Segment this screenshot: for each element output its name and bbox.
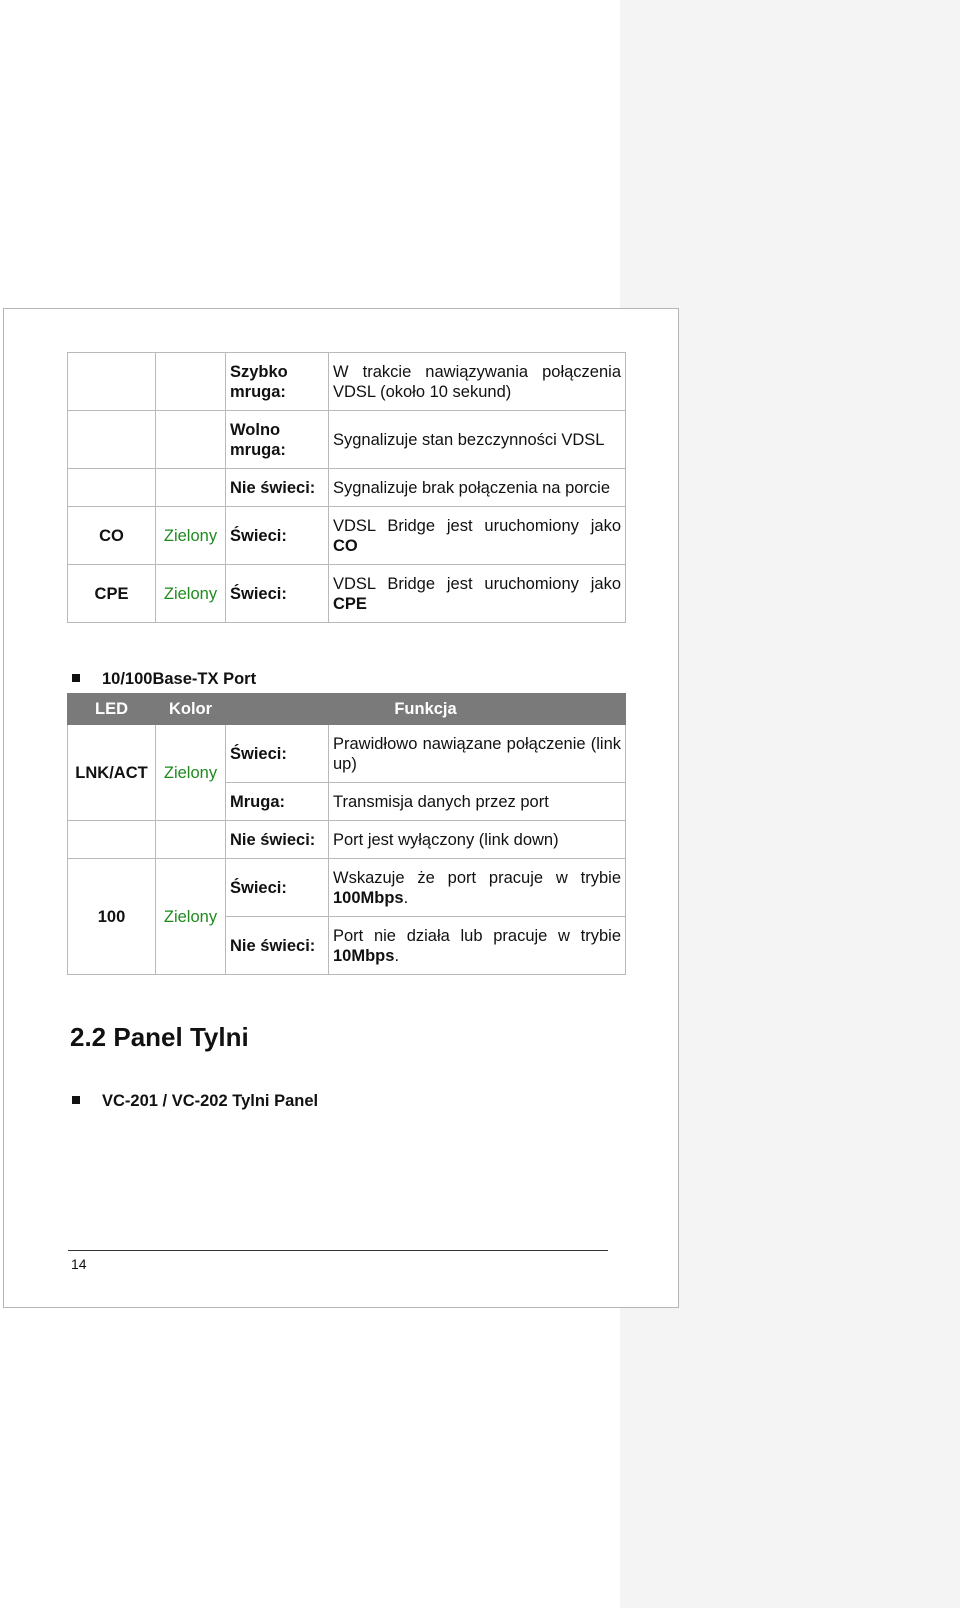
description-text: Wskazuje że port pracuje w trybie (333, 868, 622, 887)
description-cell (329, 917, 626, 975)
table-row (68, 859, 626, 917)
state-cell: Mruga: (226, 783, 329, 821)
description-cell: Sygnalizuje brak połączenia na porcie (329, 469, 626, 507)
color-cell (156, 353, 226, 411)
description-bold: 10Mbps (333, 946, 395, 965)
description-text: VDSL Bridge jest uruchomiony jako (333, 516, 621, 535)
description-bold: 100Mbps (333, 888, 404, 907)
bullet-text: VC-201 / VC-202 Tylni Panel (102, 1092, 319, 1110)
page-number: 14 (71, 1256, 87, 1272)
section-heading: 2.2 Panel Tylni (70, 1022, 249, 1052)
table-row (68, 411, 626, 469)
led-cell (68, 469, 156, 507)
state-cell: Świeci: (226, 859, 329, 917)
footer-rule (68, 1250, 608, 1251)
description-cell: Prawidłowo nawiązane połączenie (link up) (329, 725, 626, 783)
state-cell: Świeci: (226, 725, 329, 783)
state-cell: Świeci: (226, 565, 329, 623)
bullet-text: 10/100Base-TX Port (102, 670, 257, 688)
description-cell: Transmisja danych przez port (329, 783, 626, 821)
state-cell: Szybko mruga: (226, 353, 329, 411)
description-cell: Port jest wyłączony (link down) (329, 821, 626, 859)
bullet-square-icon (72, 1096, 80, 1104)
description-bold: CO (333, 536, 358, 555)
bullet-port-heading (72, 670, 256, 689)
description-cell: W trakcie nawiązywania połączenia VDSL (około 10 sekund) (329, 353, 626, 411)
description-text: Port nie działa lub pracuje w trybie (333, 926, 622, 945)
state-cell: Nie świeci: (226, 917, 329, 975)
color-cell (156, 469, 226, 507)
description-text: VDSL Bridge jest uruchomiony jako (333, 574, 621, 593)
bullet-rear-panel (72, 1092, 318, 1111)
led-cell: LNK/ACT (68, 725, 156, 821)
led-cell (68, 411, 156, 469)
led-status-table-top (67, 352, 626, 623)
state-cell: Świeci: (226, 507, 329, 565)
led-cell (68, 353, 156, 411)
header-function: Funkcja (226, 694, 626, 725)
table-row (68, 565, 626, 623)
led-cell: 100 (68, 859, 156, 975)
description-cell: Sygnalizuje stan bezczynności VDSL (329, 411, 626, 469)
description-end: . (403, 888, 409, 907)
description-cell (329, 565, 626, 623)
color-cell: Zielony (156, 859, 226, 975)
table-row (68, 725, 626, 783)
description-cell (329, 859, 626, 917)
header-led: LED (68, 694, 156, 725)
color-cell (156, 411, 226, 469)
description-cell (329, 507, 626, 565)
bullet-square-icon (72, 674, 80, 682)
state-cell: Nie świeci: (226, 821, 329, 859)
table-row (68, 507, 626, 565)
color-cell (156, 821, 226, 859)
state-cell: Nie świeci: (226, 469, 329, 507)
state-cell: Wolno mruga: (226, 411, 329, 469)
led-cell: CPE (68, 565, 156, 623)
description-end: . (394, 946, 400, 965)
led-status-table-port (67, 693, 626, 975)
table-row (68, 469, 626, 507)
color-cell: Zielony (156, 507, 226, 565)
led-cell (68, 821, 156, 859)
table-header-row (68, 694, 626, 725)
table-row (68, 353, 626, 411)
header-color: Kolor (156, 694, 226, 725)
color-cell: Zielony (156, 565, 226, 623)
led-cell: CO (68, 507, 156, 565)
table-row (68, 821, 626, 859)
color-cell: Zielony (156, 725, 226, 821)
description-bold: CPE (333, 594, 367, 613)
